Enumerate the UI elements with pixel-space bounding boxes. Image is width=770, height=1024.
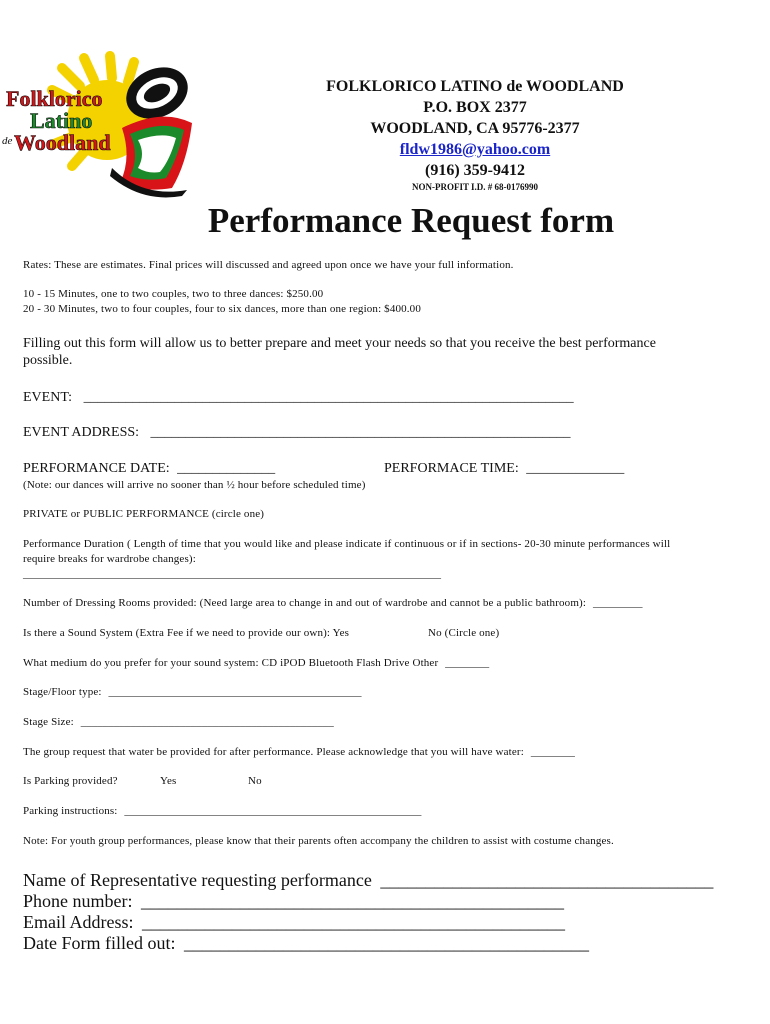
youth-group-note: Note: For youth group performances, please know that their parents often accompany the children to assist with costume changes. <box>23 835 614 847</box>
stage-size-field[interactable] <box>23 716 334 728</box>
event-field[interactable] <box>23 390 574 406</box>
event-address-field[interactable] <box>23 425 571 441</box>
parking-no-option[interactable]: No <box>248 775 262 787</box>
stage-floor-field[interactable] <box>23 686 362 698</box>
logo-text-line3: Woodland <box>14 130 111 155</box>
email-link[interactable]: fldw1986@yahoo.com <box>399 141 551 158</box>
rates-intro: Rates: These are estimates. Final prices will discussed and agreed upon once we have your full information. <box>23 259 514 271</box>
performance-date-blank[interactable]: ______________ <box>177 461 276 476</box>
parking-instructions-label: Parking instructions: <box>23 805 118 817</box>
rate-line-2: 20 - 30 Minutes, two to four couples, four to six dances, more than one region: $400.00 <box>23 303 421 315</box>
organization-logo <box>2 48 202 198</box>
stage-floor-blank[interactable]: ______________________________________________ <box>108 686 362 698</box>
intro-line-2: possible. <box>23 353 73 368</box>
water-label: The group request that water be provided for after performance. Please acknowledge that you will have water: <box>23 746 524 758</box>
parking-instructions-field[interactable] <box>23 805 421 817</box>
representative-email-field[interactable] <box>23 912 565 933</box>
representative-name-label: Name of Representative requesting performance <box>23 870 372 890</box>
event-address-blank[interactable]: ____________________________________________________________ <box>150 425 571 440</box>
form-date-blank[interactable]: _____________________________________________ <box>183 933 589 953</box>
duration-line-2: require breaks for wardrobe changes): <box>23 553 196 565</box>
form-date-field[interactable] <box>23 933 589 954</box>
water-field[interactable] <box>23 746 575 758</box>
sound-medium-field[interactable] <box>23 657 489 669</box>
event-blank[interactable]: ______________________________________________________________________ <box>83 390 574 405</box>
dressing-rooms-label: Number of Dressing Rooms provided: (Need large area to change in and out of wardrobe and cannot be a public bathroom): <box>23 597 587 609</box>
event-address-label: EVENT ADDRESS: <box>23 425 140 440</box>
duration-line-1: Performance Duration ( Length of time that you would like and please indicate if continuous or if in sections- 20-30 minute performances will <box>23 538 671 550</box>
logo-text-de: de <box>2 135 13 147</box>
representative-phone-label: Phone number: <box>23 891 133 911</box>
representative-phone-blank[interactable]: _______________________________________________ <box>141 891 564 911</box>
dressing-rooms-blank[interactable]: _________ <box>592 597 643 609</box>
performance-time-blank[interactable]: ______________ <box>526 461 625 476</box>
logo-graphic <box>2 48 202 198</box>
logo-text-line2: Latino <box>30 108 93 133</box>
nonprofit-id: NON-PROFIT I.D. # 68-0176990 <box>411 182 539 192</box>
duration-blank[interactable]: ____________________________________________________________________________ <box>23 568 441 580</box>
stage-size-label: Stage Size: <box>23 716 74 728</box>
representative-email-label: Email Address: <box>23 912 134 932</box>
parking-instructions-blank[interactable]: ______________________________________________________ <box>124 805 422 817</box>
performance-date-field[interactable] <box>23 461 275 477</box>
arrival-note: (Note: our dances will arrive no sooner than ½ hour before scheduled time) <box>23 479 366 491</box>
form-date-label: Date Form filled out: <box>23 933 176 953</box>
city-address: WOODLAND, CA 95776-2377 <box>370 120 580 137</box>
stage-floor-label: Stage/Floor type: <box>23 686 102 698</box>
rate-line-1: 10 - 15 Minutes, one to two couples, two to three dances: $250.00 <box>23 288 324 300</box>
sound-medium-label: What medium do you prefer for your sound system: CD iPOD Bluetooth Flash Drive Other <box>23 657 439 669</box>
performance-date-label: PERFORMANCE DATE: <box>23 461 170 476</box>
parking-label: Is Parking provided? <box>23 775 118 787</box>
org-name: FOLKLORICO LATINO de WOODLAND <box>326 78 624 95</box>
intro-line-1: Filling out this form will allow us to better prepare and meet your needs so that you receive the best performance <box>23 336 656 351</box>
water-blank[interactable]: ________ <box>530 746 575 758</box>
representative-email-blank[interactable]: _______________________________________________ <box>142 912 565 932</box>
performance-time-field[interactable] <box>384 461 624 477</box>
representative-phone-field[interactable] <box>23 891 564 912</box>
event-label: EVENT: <box>23 390 73 405</box>
performance-time-label: PERFORMACE TIME: <box>384 461 519 476</box>
sound-medium-other-blank[interactable]: ________ <box>445 657 490 669</box>
phone-number: (916) 359-9412 <box>425 162 525 179</box>
stage-size-blank[interactable]: ______________________________________________ <box>80 716 334 728</box>
representative-name-field[interactable] <box>23 870 713 891</box>
logo-text-line1: Folklorico <box>6 86 103 111</box>
dressing-rooms-field[interactable] <box>23 597 642 609</box>
representative-name-blank[interactable]: _____________________________________ <box>380 870 714 890</box>
page-title: Performance Request form <box>207 201 615 240</box>
private-public-option[interactable]: PRIVATE or PUBLIC PERFORMANCE (circle one) <box>23 508 265 520</box>
sound-system-yes[interactable]: Is there a Sound System (Extra Fee if we need to provide our own): Yes <box>23 627 350 639</box>
po-box: P.O. BOX 2377 <box>423 99 527 116</box>
sound-system-no[interactable]: No (Circle one) <box>428 627 500 639</box>
parking-yes-option[interactable]: Yes <box>160 775 177 787</box>
